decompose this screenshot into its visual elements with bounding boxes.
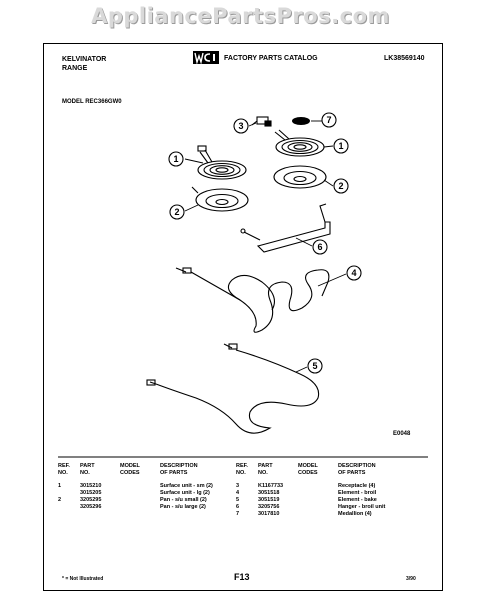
header-model-codes: MODEL CODES: [120, 463, 140, 476]
header-description: DESCRIPTION OF PARTS: [338, 463, 376, 476]
code-cell: [120, 504, 160, 511]
code-cell: [298, 490, 338, 497]
callout-1-left: [169, 152, 183, 166]
part-cell: 3051518: [258, 490, 280, 496]
bake-element-drawing: [147, 344, 319, 433]
header-part-no: PART NO.: [80, 463, 95, 476]
desc-cell: Pan - s/u small (2): [160, 497, 207, 503]
ref-cell: 2: [58, 497, 62, 503]
ref-cell: 5: [236, 497, 240, 503]
catalog-date: 3/90: [406, 576, 416, 582]
header-description: DESCRIPTION OF PARTS: [160, 463, 198, 476]
watermark: AppliancePartsPros.com: [91, 4, 390, 28]
medallion-drawing: [292, 117, 310, 125]
callout-3: [234, 119, 248, 133]
table-row: [58, 490, 385, 497]
callout-6: [313, 240, 327, 254]
page-code: F13: [234, 572, 250, 582]
table-row: [58, 483, 385, 490]
receptacle-drawing: [252, 117, 271, 126]
callout-label: 1: [338, 141, 344, 151]
callout-5: [308, 359, 322, 373]
callout-1-right: [334, 139, 348, 153]
catalog-title: FACTORY PARTS CATALOG: [224, 55, 318, 62]
callout-label: 1: [173, 154, 179, 164]
ref-cell: 4: [236, 490, 240, 496]
desc-cell: Surface unit - lg (2): [160, 490, 210, 496]
desc-cell: Pan - s/u large (2): [160, 504, 206, 510]
desc-cell: Medallion (4): [338, 511, 372, 517]
parts-table: [58, 463, 385, 518]
header-ref-no: REF. NO.: [236, 463, 248, 476]
model-label: MODEL REC366GW0: [62, 99, 122, 105]
product-type: RANGE: [62, 65, 88, 72]
callout-4: [347, 266, 361, 280]
header-part-no: PART NO.: [258, 463, 273, 476]
not-illustrated-footnote: * = Not Illustrated: [62, 576, 104, 582]
callout-label: 2: [174, 207, 180, 217]
part-cell: 3015210: [80, 483, 102, 489]
table-header-row: [58, 463, 385, 483]
desc-cell: Hanger - broil unit: [338, 504, 386, 510]
table-row: [58, 497, 385, 504]
table-row: [58, 504, 385, 511]
code-cell: [120, 497, 160, 504]
callout-label: 4: [351, 268, 357, 278]
ref-cell: 7: [236, 511, 240, 517]
callout-7: [322, 113, 336, 127]
desc-cell: Element - broil: [338, 490, 377, 496]
desc-cell: [160, 511, 236, 518]
part-cell: [80, 511, 120, 518]
desc-cell: Receptacle (4): [338, 483, 376, 489]
callout-label: 7: [326, 115, 332, 125]
ref-cell: 6: [236, 504, 240, 510]
drip-pan-large-drawing: [274, 166, 326, 188]
drawing-code: E0048: [393, 431, 411, 437]
callout-label: 3: [238, 121, 244, 131]
desc-cell: Surface unit - sm (2): [160, 483, 213, 489]
ref-cell: 3: [236, 483, 240, 489]
code-cell: [120, 511, 160, 518]
callout-2-right: [334, 179, 348, 193]
part-cell: 3205756: [258, 504, 280, 510]
part-cell: 3205295: [80, 497, 102, 503]
surface-unit-small-drawing: [198, 146, 246, 179]
ref-cell: [58, 511, 80, 518]
brand-name: KELVINATOR: [62, 56, 107, 63]
part-cell: K1167733: [258, 483, 284, 489]
broil-element-drawing: [176, 268, 329, 332]
ref-cell: 1: [58, 483, 62, 489]
code-cell: [298, 511, 338, 518]
callout-label: 6: [317, 242, 323, 252]
desc-cell: Element - bake: [338, 497, 377, 503]
ref-cell: [58, 504, 80, 511]
document-number: LK38569140: [384, 55, 425, 62]
code-cell: [298, 483, 338, 490]
code-cell: [298, 504, 338, 511]
code-cell: [120, 483, 160, 490]
header-ref-no: REF. NO.: [58, 463, 70, 476]
callout-label: 5: [312, 361, 318, 371]
table-row: [58, 511, 385, 518]
drip-pan-small-drawing: [192, 187, 248, 211]
part-cell: 3205296: [80, 504, 102, 510]
ref-cell: [58, 490, 80, 497]
part-cell: 3015205: [80, 490, 102, 496]
header-model-codes: MODEL CODES: [298, 463, 318, 476]
callout-2-left: [170, 205, 184, 219]
code-cell: [120, 490, 160, 497]
part-cell: 3017810: [258, 511, 280, 517]
part-cell: 3051519: [258, 497, 280, 503]
surface-unit-large-drawing: [275, 130, 324, 156]
callout-label: 2: [338, 181, 344, 191]
code-cell: [298, 497, 338, 504]
